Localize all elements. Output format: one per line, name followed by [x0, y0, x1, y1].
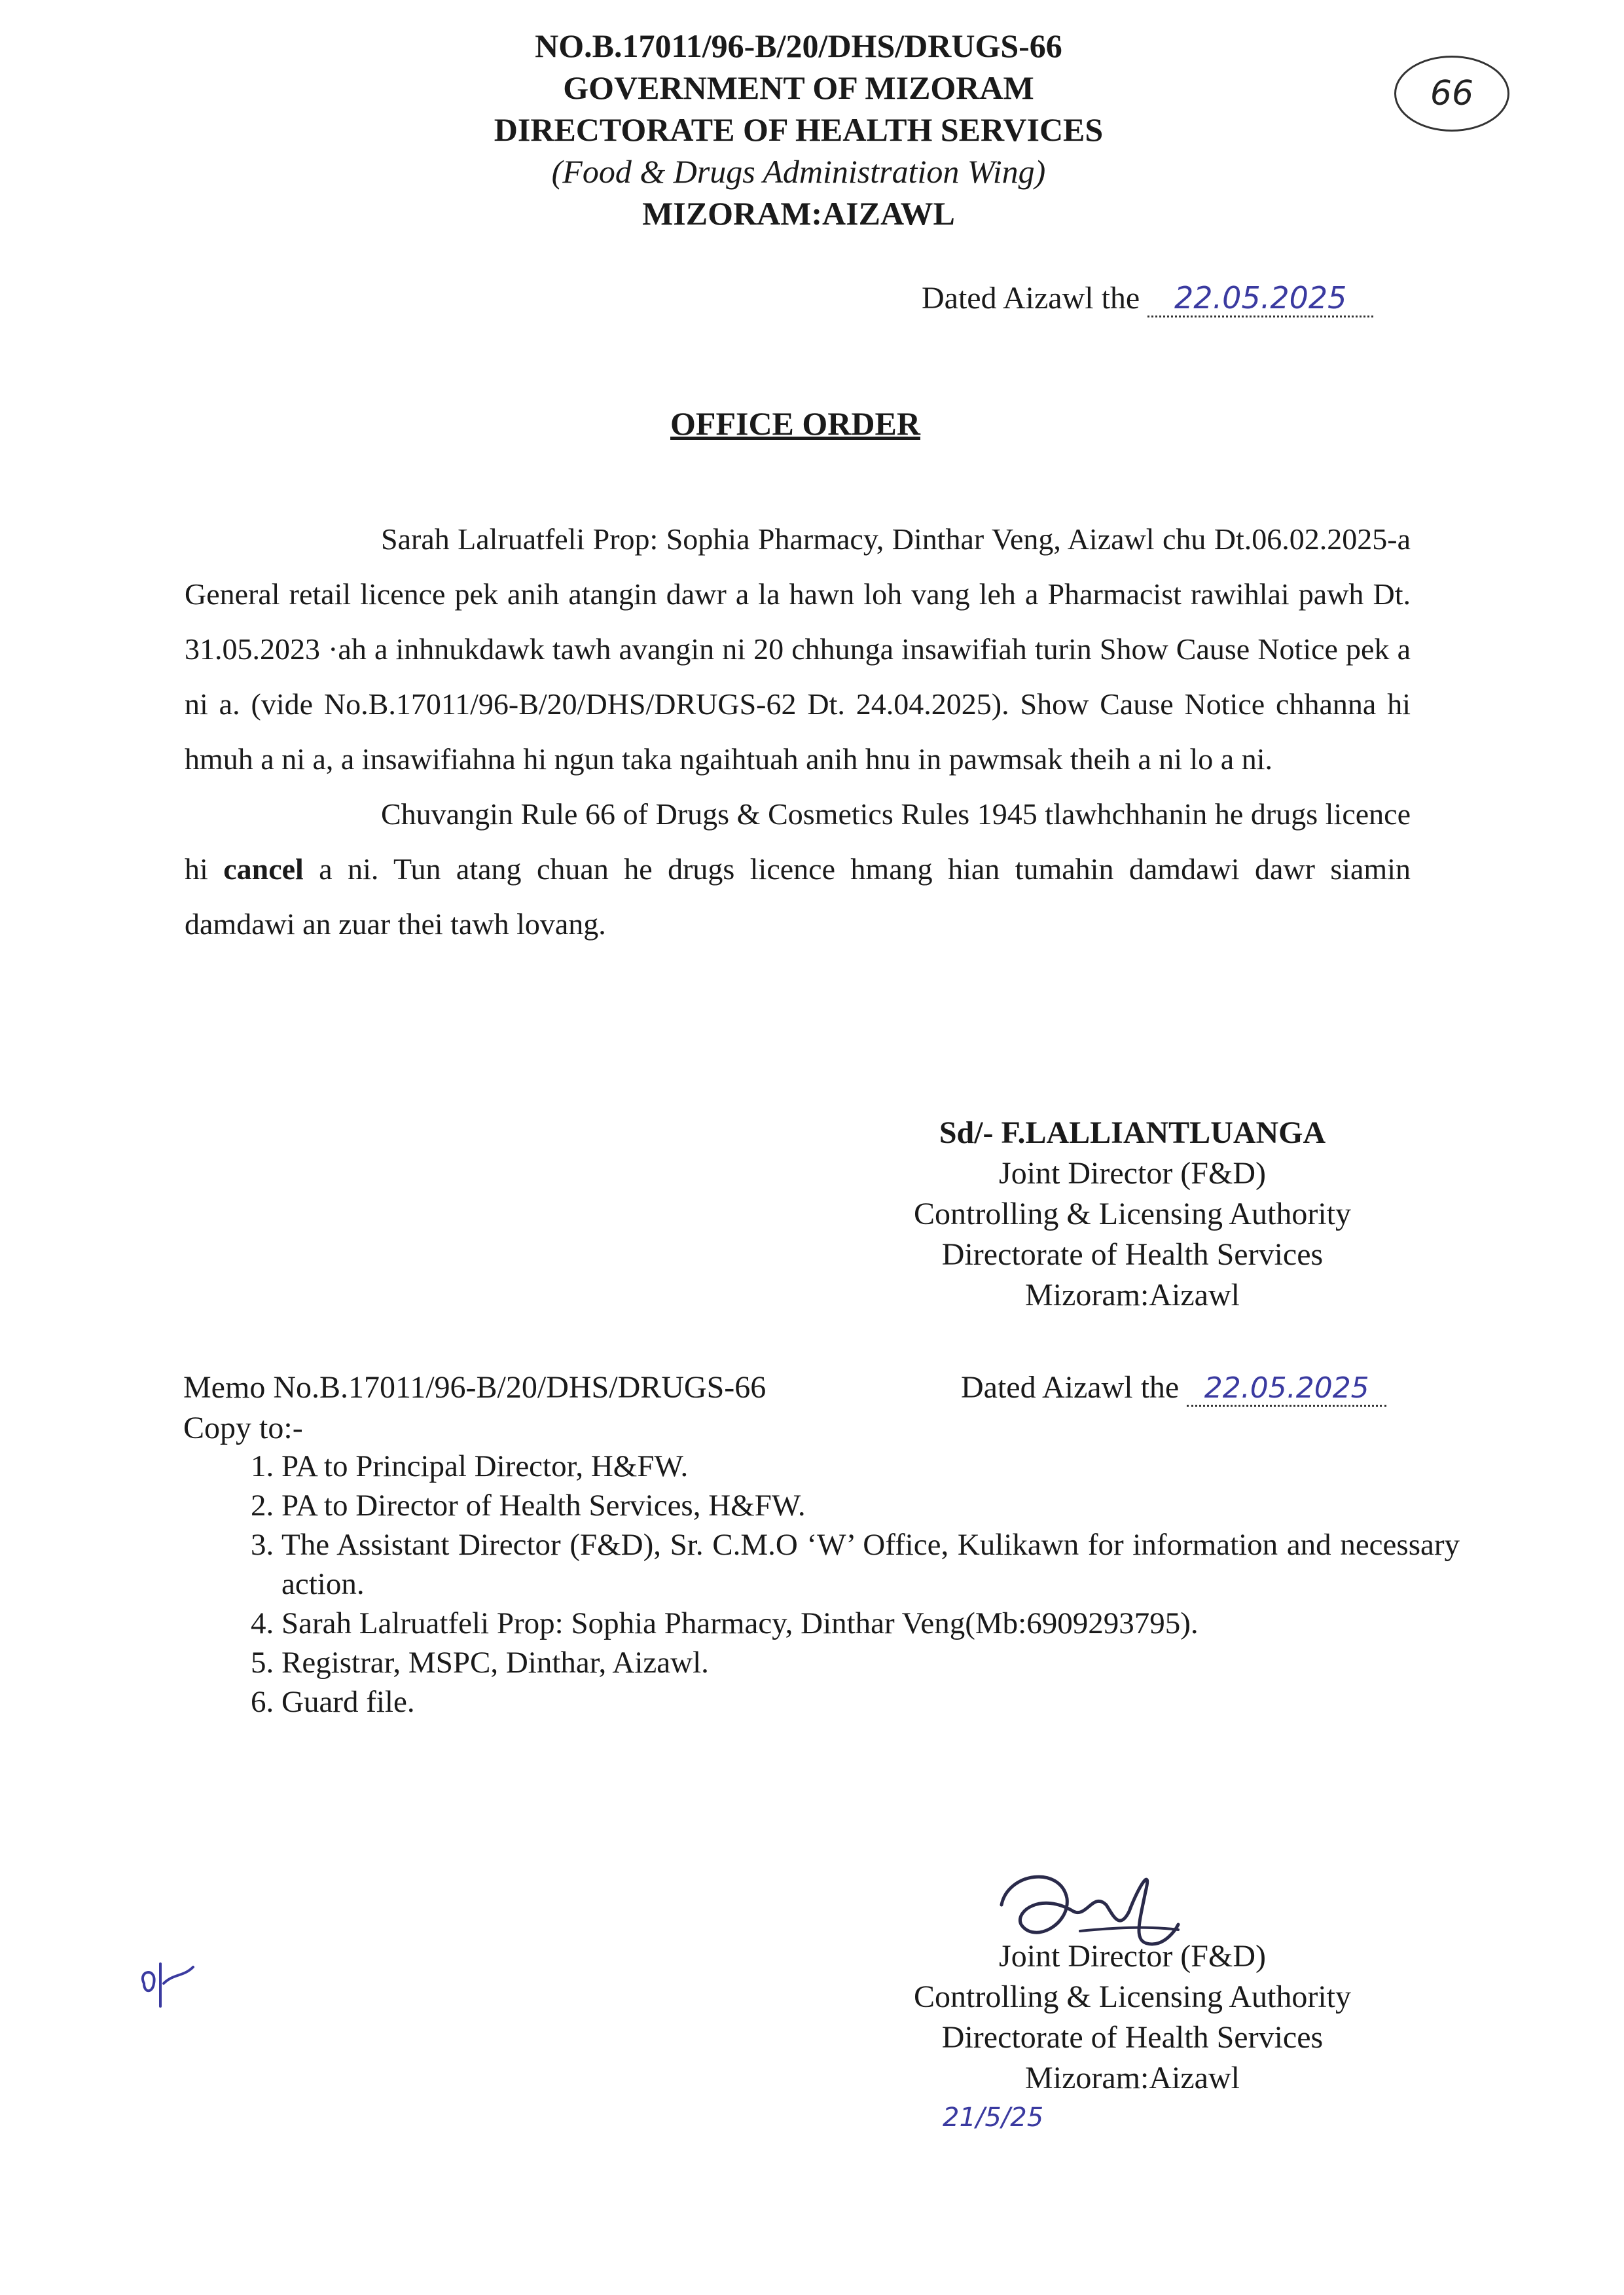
copy-item: 5. Registrar, MSPC, Dinthar, Aizawl. — [281, 1643, 1460, 1682]
paragraph-1: Sarah Lalruatfeli Prop: Sophia Pharmacy, Dinthar Veng, Aizawl chu Dt.06.02.2025-a General retail licence pek anih atangin dawr a la hawn loh vang leh a Pharmacist rawihlai pawh Dt. 31.05.2023 ·ah a inhnukdawk tawh avangin ni 20 chhunga insawifiah turin Show Cause Notice pek a ni a. (vide No.B.17011/96-B/20/DHS/DRUGS-62 Dt. 24.04.2025). Show Cause Notice chhanna hi hmuh a ni a, a insawifiahna hi ngun taka ngaihtuah anih hnu in pawmsak theih a ni lo a ni. — [185, 522, 1411, 776]
handwritten-date: 22.05.2025 — [1147, 280, 1373, 317]
initial-date-note: 21/5/25 — [943, 2103, 1044, 2133]
signatory-authority: Controlling & Licensing Authority — [914, 1197, 1351, 1231]
memo-number: Memo No.B.17011/96-B/20/DHS/DRUGS-66 — [183, 1370, 767, 1405]
signatory2-office: Directorate of Health Services — [941, 2020, 1324, 2055]
signatory2-place: Mizoram:Aizawl — [1025, 2061, 1240, 2095]
signatory-designation: Joint Director (F&D) — [999, 1156, 1266, 1191]
order-body — [185, 512, 1411, 952]
copy-item: 6. Guard file. — [281, 1682, 1460, 1722]
memo-handwritten-date: 22.05.2025 — [1187, 1371, 1386, 1407]
signatory-name: Sd/- F.LALLIANTLUANGA — [939, 1115, 1326, 1150]
page-number-mark: 66 — [1394, 56, 1509, 132]
signatory-office: Directorate of Health Services — [941, 1237, 1324, 1272]
signatory-block-2 — [871, 1936, 1394, 2099]
government-name: GOVERNMENT OF MIZORAM — [563, 69, 1034, 106]
date-line — [922, 280, 1373, 317]
copy-to-label: Copy to:- — [183, 1411, 303, 1445]
wing-name: (Food & Drugs Administration Wing) — [551, 153, 1046, 190]
place-name: MIZORAM:AIZAWL — [642, 195, 955, 232]
memo-date-line — [961, 1369, 1386, 1407]
order-title: OFFICE ORDER — [670, 405, 920, 442]
margin-scribble — [134, 1957, 206, 2010]
signatory2-authority: Controlling & Licensing Authority — [914, 1979, 1351, 2014]
copy-list — [229, 1447, 1460, 1722]
letterhead — [0, 25, 1597, 234]
signatory-place: Mizoram:Aizawl — [1025, 1278, 1240, 1312]
memo-date-label: Dated Aizawl the — [961, 1370, 1180, 1405]
signatory-block — [871, 1113, 1394, 1316]
paragraph-2: Chuvangin Rule 66 of Drugs & Cosmetics Rules 1945 tlawhchhanin he drugs licence hi cancel a ni. Tun atang chuan he drugs licence hmang hian tumahin damdawi dawr siamin damdawi an zuar thei tawh lovang. — [185, 797, 1411, 941]
signatory2-designation: Joint Director (F&D) — [999, 1939, 1266, 1974]
directorate-name: DIRECTORATE OF HEALTH SERVICES — [494, 111, 1104, 148]
reference-number: NO.B.17011/96-B/20/DHS/DRUGS-66 — [535, 27, 1062, 64]
copy-item: 3. The Assistant Director (F&D), Sr. C.M.O ‘W’ Office, Kulikawn for information and necessary action. — [281, 1525, 1460, 1604]
cancel-word: cancel — [223, 852, 304, 886]
date-label: Dated Aizawl the — [922, 281, 1140, 316]
copy-item: 1. PA to Principal Director, H&FW. — [281, 1447, 1460, 1486]
copy-item: 4. Sarah Lalruatfeli Prop: Sophia Pharmacy, Dinthar Veng(Mb:6909293795). — [281, 1604, 1460, 1643]
copy-item: 2. PA to Director of Health Services, H&FW. — [281, 1486, 1460, 1525]
